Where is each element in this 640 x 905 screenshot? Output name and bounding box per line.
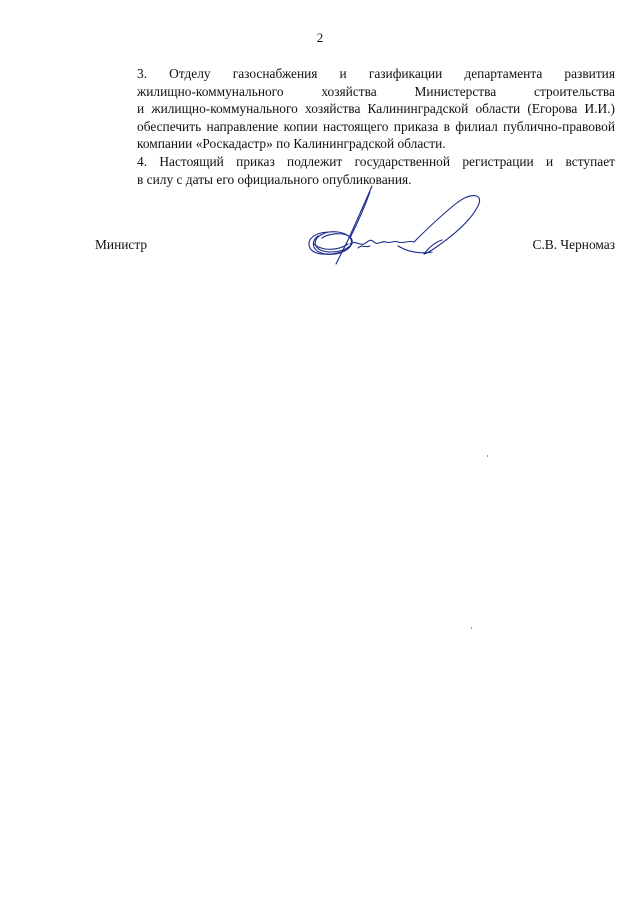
scan-speck	[487, 455, 488, 457]
paragraph-line: обеспечить направление копии настоящего приказа в филиал публично-правовой	[137, 118, 615, 134]
handwritten-signature	[300, 182, 490, 282]
paragraph-3	[95, 65, 615, 153]
document-body	[95, 65, 615, 188]
paragraph-line: 4. Настоящий приказ подлежит государственной регистрации и вступает	[137, 153, 615, 169]
paragraph-line: в силу с даты его официального опубликования.	[137, 171, 412, 187]
paragraph-line: компании «Роскадастр» по Калининградской области.	[137, 136, 446, 152]
page-number: 2	[316, 30, 324, 45]
paragraph-line: и жилищно-коммунального хозяйства Калининградской области (Егорова И.И.)	[137, 101, 615, 117]
scan-speck	[471, 627, 472, 629]
paragraph-line: жилищно-коммунального хозяйства Министерства строительства	[137, 83, 615, 99]
signer-name: С.В. Черномаз	[532, 237, 615, 252]
signer-title: Министр	[95, 237, 148, 252]
paragraph-line: 3. Отделу газоснабжения и газификации департамента развития	[137, 66, 615, 81]
